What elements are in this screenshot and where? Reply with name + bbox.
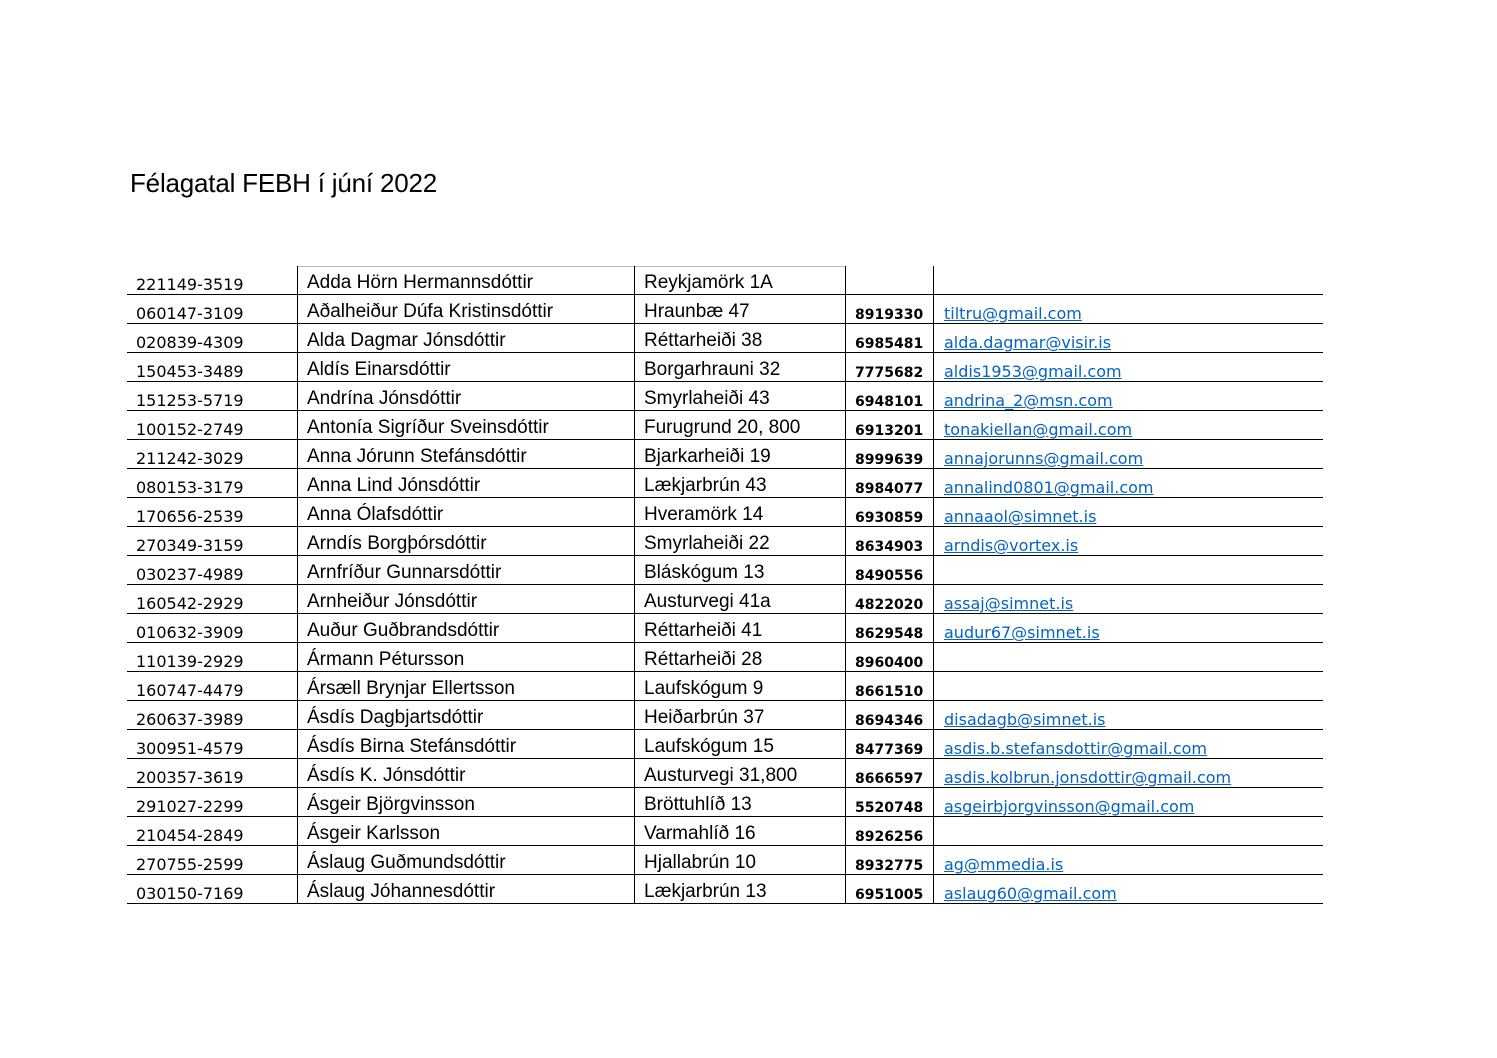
member-id: 221149-3519 — [127, 266, 298, 295]
member-address: Smyrlaheiði 43 — [635, 382, 846, 411]
member-phone: 8490556 — [846, 556, 934, 585]
table-row — [127, 701, 1323, 730]
member-email-link[interactable]: annalind0801@gmail.com — [944, 478, 1154, 497]
member-name: Andrína Jónsdóttir — [298, 382, 635, 411]
member-phone: 8919330 — [846, 295, 934, 324]
member-id: 200357-3619 — [127, 759, 298, 788]
table-row — [127, 846, 1323, 875]
table-row — [127, 295, 1323, 324]
member-address: Austurvegi 31,800 — [635, 759, 846, 788]
member-phone: 8926256 — [846, 817, 934, 846]
member-name: Antonía Sigríður Sveinsdóttir — [298, 411, 635, 440]
table-row — [127, 382, 1323, 411]
member-phone: 6985481 — [846, 324, 934, 353]
member-email-link[interactable]: audur67@simnet.is — [944, 623, 1100, 642]
member-email-link[interactable]: aldis1953@gmail.com — [944, 362, 1122, 381]
table-row — [127, 324, 1323, 353]
member-email-link — [934, 672, 1323, 701]
table-row — [127, 788, 1323, 817]
member-address: Heiðarbrún 37 — [635, 701, 846, 730]
member-phone: 8666597 — [846, 759, 934, 788]
member-email-link[interactable]: aslaug60@gmail.com — [944, 884, 1117, 903]
table-row — [127, 875, 1323, 904]
member-name: Anna Jórunn Stefánsdóttir — [298, 440, 635, 469]
table-row — [127, 672, 1323, 701]
member-address: Réttarheiði 38 — [635, 324, 846, 353]
table-row — [127, 469, 1323, 498]
member-name: Ásdís Dagbjartsdóttir — [298, 701, 635, 730]
member-name: Áslaug Guðmundsdóttir — [298, 846, 635, 875]
member-id: 170656-2539 — [127, 498, 298, 527]
member-phone: 6951005 — [846, 875, 934, 904]
member-email-link — [934, 817, 1323, 846]
members-table — [127, 266, 1323, 904]
member-phone: 5520748 — [846, 788, 934, 817]
page-title: Félagatal FEBH í júní 2022 — [130, 168, 437, 198]
member-name: Ársæll Brynjar Ellertsson — [298, 672, 635, 701]
table-row — [127, 817, 1323, 846]
member-name: Ármann Pétursson — [298, 643, 635, 672]
table-row — [127, 759, 1323, 788]
table-row — [127, 643, 1323, 672]
member-name: Aldís Einarsdóttir — [298, 353, 635, 382]
table-row — [127, 556, 1323, 585]
member-name: Anna Ólafsdóttir — [298, 498, 635, 527]
member-phone: 8694346 — [846, 701, 934, 730]
member-id: 300951-4579 — [127, 730, 298, 759]
member-address: Lækjarbrún 13 — [635, 875, 846, 904]
member-address: Varmahlíð 16 — [635, 817, 846, 846]
member-phone: 6948101 — [846, 382, 934, 411]
table-row — [127, 440, 1323, 469]
member-phone: 8960400 — [846, 643, 934, 672]
member-address: Réttarheiði 41 — [635, 614, 846, 643]
member-address: Austurvegi 41a — [635, 585, 846, 614]
table-row — [127, 353, 1323, 382]
table-row — [127, 498, 1323, 527]
member-id: 291027-2299 — [127, 788, 298, 817]
member-name: Ásdís K. Jónsdóttir — [298, 759, 635, 788]
member-phone: 7775682 — [846, 353, 934, 382]
table-row — [127, 730, 1323, 759]
member-id: 151253-5719 — [127, 382, 298, 411]
member-id: 060147-3109 — [127, 295, 298, 324]
member-email-link[interactable] — [934, 266, 1323, 295]
member-phone: 8932775 — [846, 846, 934, 875]
member-email-link[interactable]: asdis.b.stefansdottir@gmail.com — [944, 739, 1207, 758]
member-phone: 8661510 — [846, 672, 934, 701]
member-email-link[interactable]: andrina_2@msn.com — [944, 391, 1113, 410]
member-phone: 4822020 — [846, 585, 934, 614]
member-email-link[interactable]: disadagb@simnet.is — [944, 710, 1106, 729]
member-name: Anna Lind Jónsdóttir — [298, 469, 635, 498]
member-name: Ásgeir Karlsson — [298, 817, 635, 846]
table-row — [127, 411, 1323, 440]
member-address: Smyrlaheiði 22 — [635, 527, 846, 556]
table-row — [127, 266, 1323, 295]
member-name: Alda Dagmar Jónsdóttir — [298, 324, 635, 353]
member-email-link[interactable]: annaaol@simnet.is — [944, 507, 1097, 526]
member-name: Ásgeir Björgvinsson — [298, 788, 635, 817]
table-row — [127, 585, 1323, 614]
member-phone: 8634903 — [846, 527, 934, 556]
member-email-link[interactable]: annajorunns@gmail.com — [944, 449, 1144, 468]
member-email-link — [934, 556, 1323, 585]
member-address: Furugrund 20, 800 — [635, 411, 846, 440]
member-name: Arnfríður Gunnarsdóttir — [298, 556, 635, 585]
member-id: 010632-3909 — [127, 614, 298, 643]
member-phone: 6913201 — [846, 411, 934, 440]
member-id: 030150-7169 — [127, 875, 298, 904]
member-address: Hjallabrún 10 — [635, 846, 846, 875]
member-address: Hveramörk 14 — [635, 498, 846, 527]
member-name: Áslaug Jóhannesdóttir — [298, 875, 635, 904]
member-email-link[interactable]: alda.dagmar@visir.is — [944, 333, 1112, 352]
member-email-link[interactable]: tonakiellan@gmail.com — [944, 420, 1133, 439]
member-email-link[interactable]: arndis@vortex.is — [944, 536, 1079, 555]
table-row — [127, 527, 1323, 556]
member-address: Bjarkarheiði 19 — [635, 440, 846, 469]
member-name: Auður Guðbrandsdóttir — [298, 614, 635, 643]
member-id: 160542-2929 — [127, 585, 298, 614]
member-id: 150453-3489 — [127, 353, 298, 382]
member-phone: 8999639 — [846, 440, 934, 469]
member-address: Bláskógum 13 — [635, 556, 846, 585]
member-email-link[interactable]: assaj@simnet.is — [944, 594, 1074, 613]
member-id: 270349-3159 — [127, 527, 298, 556]
member-email-link[interactable]: ag@mmedia.is — [944, 855, 1064, 874]
member-id: 270755-2599 — [127, 846, 298, 875]
member-id: 260637-3989 — [127, 701, 298, 730]
member-name: Arndís Borgþórsdóttir — [298, 527, 635, 556]
member-email-link[interactable]: tiltru@gmail.com — [944, 304, 1082, 323]
member-address: Laufskógum 15 — [635, 730, 846, 759]
table-row — [127, 614, 1323, 643]
member-address: Hraunbæ 47 — [635, 295, 846, 324]
member-email-link — [934, 643, 1323, 672]
member-email-link[interactable]: asgeirbjorgvinsson@gmail.com — [944, 797, 1195, 816]
member-address: Bröttuhlíð 13 — [635, 788, 846, 817]
member-address: Reykjamörk 1A — [635, 266, 846, 295]
member-address: Borgarhrauni 32 — [635, 353, 846, 382]
member-id: 110139-2929 — [127, 643, 298, 672]
member-phone — [846, 266, 934, 295]
member-id: 211242-3029 — [127, 440, 298, 469]
member-id: 080153-3179 — [127, 469, 298, 498]
member-phone: 6930859 — [846, 498, 934, 527]
member-id: 030237-4989 — [127, 556, 298, 585]
member-name: Ásdís Birna Stefánsdóttir — [298, 730, 635, 759]
member-id: 160747-4479 — [127, 672, 298, 701]
member-id: 020839-4309 — [127, 324, 298, 353]
member-address: Réttarheiði 28 — [635, 643, 846, 672]
member-name: Arnheiður Jónsdóttir — [298, 585, 635, 614]
member-id: 100152-2749 — [127, 411, 298, 440]
member-name: Adda Hörn Hermannsdóttir — [298, 266, 635, 295]
member-address: Laufskógum 9 — [635, 672, 846, 701]
member-phone: 8477369 — [846, 730, 934, 759]
member-id: 210454-2849 — [127, 817, 298, 846]
member-email-link[interactable]: asdis.kolbrun.jonsdottir@gmail.com — [944, 768, 1232, 787]
member-address: Lækjarbrún 43 — [635, 469, 846, 498]
member-phone: 8629548 — [846, 614, 934, 643]
member-name: Aðalheiður Dúfa Kristinsdóttir — [298, 295, 635, 324]
member-phone: 8984077 — [846, 469, 934, 498]
